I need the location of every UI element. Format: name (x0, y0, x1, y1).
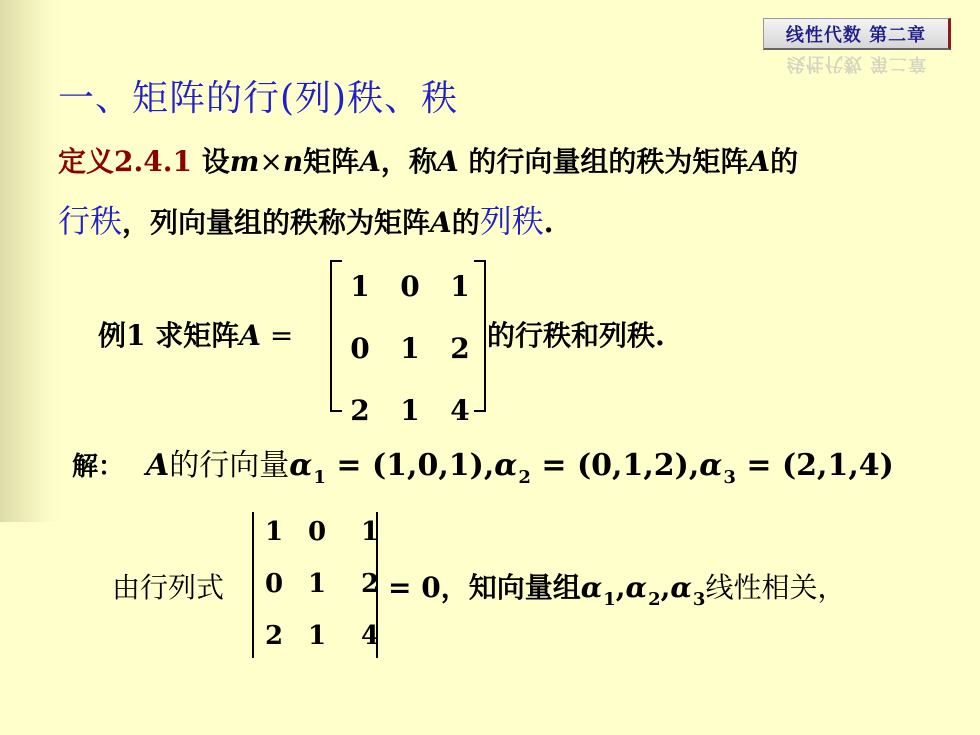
det-suffix: 线性相关， (705, 571, 846, 604)
matrix-cell: 4 (360, 621, 380, 651)
det-equals: = 0，知向量组 (388, 571, 581, 604)
subscript: 3 (723, 467, 736, 488)
var-m: m (229, 145, 260, 178)
slide-title: 一、矩阵的行(列)秩、秩 (58, 78, 459, 119)
matrix-cell: 0 (400, 270, 420, 303)
vector-value: = (2,1,4) (735, 448, 894, 483)
matrix-cell: 0 (264, 569, 284, 599)
definition-text: 设 (191, 145, 230, 178)
matrix-cell: 1 (400, 332, 420, 365)
example-prefix (98, 314, 293, 354)
var-a: A (436, 145, 459, 178)
subscript: 1 (313, 467, 326, 488)
matrix-cell: 2 (350, 394, 370, 427)
matrix-cell: 0 (307, 517, 327, 547)
comma: , (660, 571, 671, 604)
alpha-symbol: α (580, 571, 603, 604)
det-left-bar (252, 512, 254, 658)
vector-value: = (0,1,2), (530, 448, 700, 483)
vector-value: = (1,0,1), (325, 448, 495, 483)
definition-text: 的 (451, 206, 480, 239)
alpha-symbol: α (494, 448, 518, 483)
chapter-badge: 线性代数 第二章 (763, 18, 951, 50)
col-rank-term: 列秩 (479, 202, 544, 240)
matrix-cell: 1 (350, 270, 370, 303)
row-rank-term: 行秩 (58, 202, 123, 240)
definition-text: 的行向量组的秩为矩阵 (458, 145, 749, 178)
alpha-symbol: α (289, 448, 313, 483)
matrix-cell: 0 (350, 332, 370, 365)
det-conclusion (388, 566, 846, 610)
matrix-cell: 1 (307, 621, 327, 651)
var-a: A (430, 206, 452, 239)
left-decor-bar (0, 0, 62, 522)
solution-label: 解： (72, 452, 125, 482)
equals-sign: = (260, 319, 294, 352)
var-a: A (239, 319, 261, 352)
matrix-cell: 1 (450, 270, 470, 303)
definition-text: ，称 (380, 145, 437, 178)
subscript: 1 (603, 589, 616, 610)
subscript: 2 (518, 467, 531, 488)
definition-line-2 (58, 196, 554, 242)
chapter-badge-reflection: 线性代数 第二章 (786, 53, 928, 74)
comma: , (615, 571, 626, 604)
alpha-symbol: α (670, 571, 692, 604)
times-symbol: × (259, 145, 283, 178)
det-right-bar (376, 512, 378, 658)
subscript: 3 (692, 589, 706, 610)
matrix-cell: 2 (264, 621, 284, 651)
example-suffix: 的行秩和列秩. (487, 319, 665, 352)
var-n: n (282, 145, 304, 178)
definition-line-1 (58, 140, 798, 180)
var-a: A (146, 448, 170, 483)
definition-text: ，列向量组的秩称为矩阵 (122, 206, 431, 239)
var-a: A (359, 145, 381, 178)
matrix-cell: 4 (450, 394, 470, 427)
definition-text: . (543, 206, 554, 239)
solution-line (72, 440, 894, 488)
matrix-cell: 1 (360, 517, 380, 547)
matrix-cell: 1 (264, 517, 284, 547)
matrix-cell: 2 (360, 569, 380, 599)
var-a: A (748, 145, 771, 178)
solution-text: 的行向量 (169, 448, 290, 483)
definition-label: 定义2.4.1 (58, 145, 192, 178)
definition-text: 矩阵 (303, 145, 360, 178)
definition-text: 的 (770, 145, 799, 178)
alpha-symbol: α (625, 571, 648, 604)
example-label: 例1 求矩阵 (98, 319, 240, 352)
alpha-symbol: α (699, 448, 723, 483)
example-matrix (335, 256, 485, 442)
subscript: 2 (648, 589, 661, 610)
matrix-cell: 1 (307, 569, 327, 599)
det-prefix: 由行列式 (112, 571, 225, 604)
matrix-cell: 1 (400, 394, 420, 427)
matrix-right-bracket (474, 260, 486, 412)
matrix-cell: 2 (450, 332, 470, 365)
